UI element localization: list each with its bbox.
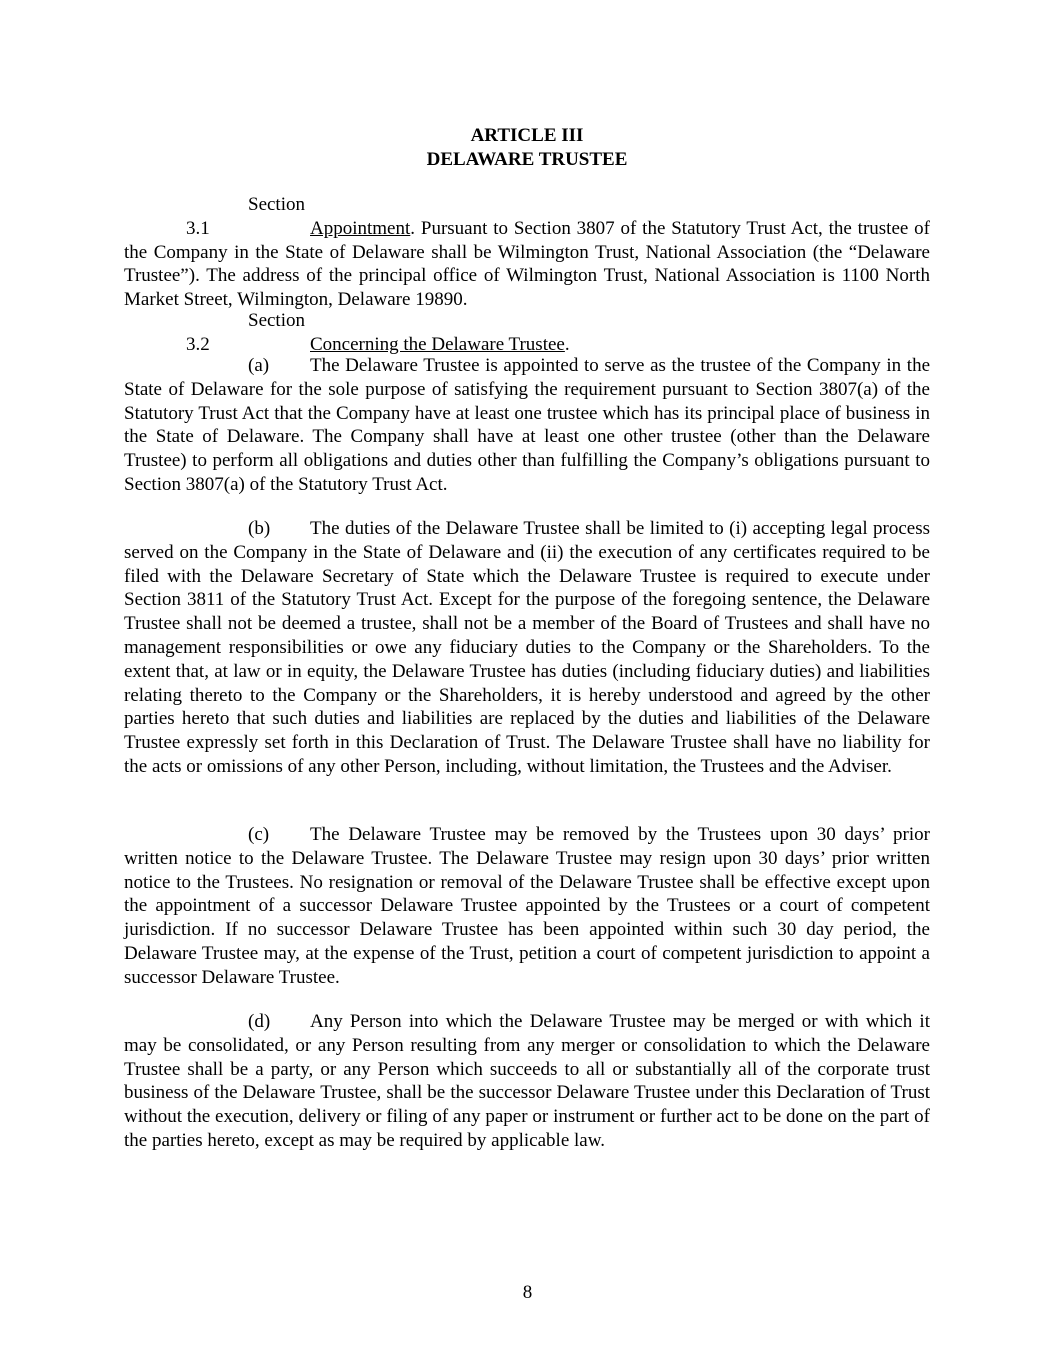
section-3-1-heading: Appointment	[310, 217, 411, 239]
section-3-2-label: Section 3.2	[186, 310, 305, 355]
paragraph-d-text: Any Person into which the Delaware Trustee may be merged or with which it may be consolidated, or any Person resulting from any merger or consolidation to which the Delaware Trustee shall be a party, or any Person which succeeds to all or substantially all of the corporate trust business of the Delaware Trustee, shall be the successor Delaware Trustee under this Declaration of Trust without the execution, delivery or filing of any paper or instrument or further act to be done on the part of the parties hereto, except as may be required by applicable law.	[124, 1011, 930, 1151]
section-3-1-paragraph	[124, 193, 930, 312]
section-3-2-heading-suffix: .	[564, 333, 570, 355]
page-number: 8	[522, 1282, 533, 1303]
paragraph-b-label: (b)	[248, 518, 271, 539]
section-3-1-text: . Pursuant to Section 3807 of the Statutory Trust Act, the trustee of the Company in the State of Delaware shall be Wilmington Trust, National Association (the “Delaware Trustee”). The address of the principal office of Wilmington Trust, National Association is 1100 North Market Street, Wilmington, Delaware 19890.	[124, 217, 930, 311]
paragraph-d-label: (d)	[248, 1011, 271, 1032]
paragraph-a-label: (a)	[248, 355, 270, 376]
section-3-2-heading: Concerning the Delaware Trustee	[310, 333, 565, 355]
paragraph-b-text: The duties of the Delaware Trustee shall be limited to (i) accepting legal process served on the Company in the State of Delaware and (ii) the execution of any certificates required to be filed with the Delaware Secretary of State which the Delaware Trustee is required to execute under Section 3811 of the Statutory Trust Act. Except for the purpose of the foregoing sentence, the Delaware Trustee shall not be deemed a trustee, shall not be a member of the Board of Trustees and shall have no management responsibilities or owe any fiduciary duties to the Company or the Shareholders. To the extent that, at law or in equity, the Delaware Trustee has duties (including fiduciary duties) and liabilities relating thereto to the Company or the Shareholders, it is hereby understood and agreed by the other parties hereto that such duties and liabilities are replaced by the duties and liabilities of the Delaware Trustee expressly set forth in this Declaration of Trust. The Delaware Trustee shall have no liability for the acts or omissions of any other Person, including, without limitation, the Trustees and the Adviser.	[124, 518, 930, 777]
paragraph-c	[124, 823, 930, 990]
paragraph-a	[124, 354, 930, 497]
section-3-1-label: Section 3.1	[186, 194, 305, 239]
paragraph-c-text: The Delaware Trustee may be removed by the Trustees upon 30 days’ prior written notice to the Delaware Trustee. The Delaware Trustee may resign upon 30 days’ prior written notice to the Trustees. No resignation or removal of the Delaware Trustee shall be effective except upon the appointment of a successor Delaware Trustee appointed by the Trustees or a court of competent jurisdiction. If no successor Delaware Trustee has been appointed within such 30 day period, the Delaware Trustee may, at the expense of the Trust, petition a court of competent jurisdiction to appoint a successor Delaware Trustee.	[124, 824, 930, 988]
article-number: ARTICLE III	[470, 125, 584, 146]
article-title: DELAWARE TRUSTEE	[426, 148, 628, 170]
paragraph-c-label: (c)	[248, 824, 270, 845]
paragraph-b	[124, 517, 930, 779]
paragraph-a-text: The Delaware Trustee is appointed to serve as the trustee of the Company in the State of Delaware for the sole purpose of satisfying the requirement pursuant to Section 3807(a) of the Statutory Trust Act that the Company have at least one trustee which has its principal place of business in the State of Delaware. The Company shall have at least one other trustee (other than the Delaware Trustee) to perform all obligations and duties other than fulfilling the Company’s obligations pursuant to Section 3807(a) of the Statutory Trust Act.	[124, 355, 930, 495]
paragraph-d	[124, 1010, 930, 1153]
article-heading	[124, 124, 930, 172]
section-3-2-heading-line	[124, 309, 930, 357]
